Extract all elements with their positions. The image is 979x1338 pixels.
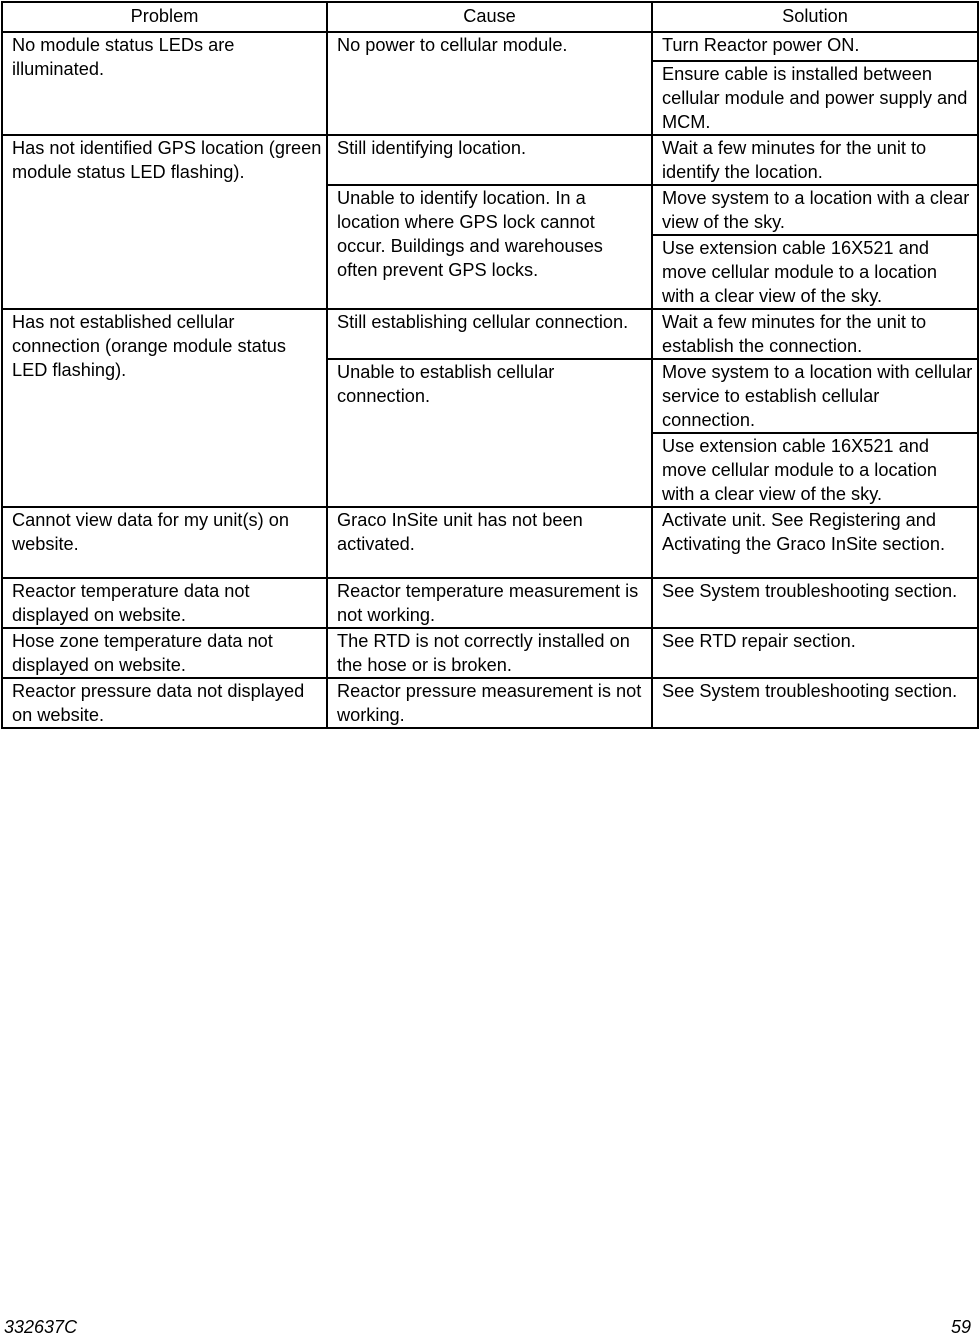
solution-cell: Turn Reactor power ON. bbox=[652, 32, 978, 61]
problem-cell: Has not established cellular connection (orange module status LED flashing). bbox=[2, 309, 327, 507]
solution-cell: See System troubleshooting section. bbox=[652, 578, 978, 628]
table-row bbox=[2, 628, 978, 678]
troubleshooting-table bbox=[1, 1, 979, 729]
header-solution: Solution bbox=[652, 2, 978, 32]
problem-cell: Reactor temperature data not displayed on website. bbox=[2, 578, 327, 628]
problem-cell: Cannot view data for my unit(s) on website. bbox=[2, 507, 327, 578]
table-row bbox=[2, 309, 978, 359]
cause-cell: Reactor temperature measurement is not working. bbox=[327, 578, 652, 628]
solution-cell: Use extension cable 16X521 and move cellular module to a location with a clear view of the sky. bbox=[652, 433, 978, 507]
table-row bbox=[2, 578, 978, 628]
cause-cell: Unable to identify location. In a location where GPS lock cannot occur. Buildings and warehouses often prevent GPS locks. bbox=[327, 185, 652, 309]
solution-cell: Wait a few minutes for the unit to establish the connection. bbox=[652, 309, 978, 359]
cause-cell: Unable to establish cellular connection. bbox=[327, 359, 652, 507]
solution-cell: Move system to a location with cellular service to establish cellular connection. bbox=[652, 359, 978, 433]
cause-cell: Still identifying location. bbox=[327, 135, 652, 185]
cause-cell: No power to cellular module. bbox=[327, 32, 652, 135]
problem-cell: Has not identified GPS location (green module status LED flashing). bbox=[2, 135, 327, 309]
document-number: 332637C bbox=[4, 1317, 78, 1337]
problem-cell: No module status LEDs are illuminated. bbox=[2, 32, 327, 135]
header-cause: Cause bbox=[327, 2, 652, 32]
cause-cell: Still establishing cellular connection. bbox=[327, 309, 652, 359]
problem-cell: Reactor pressure data not displayed on website. bbox=[2, 678, 327, 728]
table-row bbox=[2, 32, 978, 61]
solution-cell: Activate unit. See Registering and Activating the Graco InSite section. bbox=[652, 507, 978, 578]
table-row bbox=[2, 135, 978, 185]
table-row bbox=[2, 678, 978, 728]
cause-cell: Graco InSite unit has not been activated. bbox=[327, 507, 652, 578]
cause-cell: The RTD is not correctly installed on the hose or is broken. bbox=[327, 628, 652, 678]
solution-cell: See System troubleshooting section. bbox=[652, 678, 978, 728]
problem-cell: Hose zone temperature data not displayed on website. bbox=[2, 628, 327, 678]
cause-cell: Reactor pressure measurement is not working. bbox=[327, 678, 652, 728]
table-row bbox=[2, 507, 978, 578]
header-row bbox=[2, 2, 978, 32]
solution-cell: Ensure cable is installed between cellular module and power supply and MCM. bbox=[652, 61, 978, 135]
solution-cell: Use extension cable 16X521 and move cellular module to a location with a clear view of the sky. bbox=[652, 235, 978, 309]
solution-cell: See RTD repair section. bbox=[652, 628, 978, 678]
solution-cell: Move system to a location with a clear view of the sky. bbox=[652, 185, 978, 235]
solution-cell: Wait a few minutes for the unit to identify the location. bbox=[652, 135, 978, 185]
page-number: 59 bbox=[950, 1317, 971, 1337]
header-problem: Problem bbox=[2, 2, 327, 32]
